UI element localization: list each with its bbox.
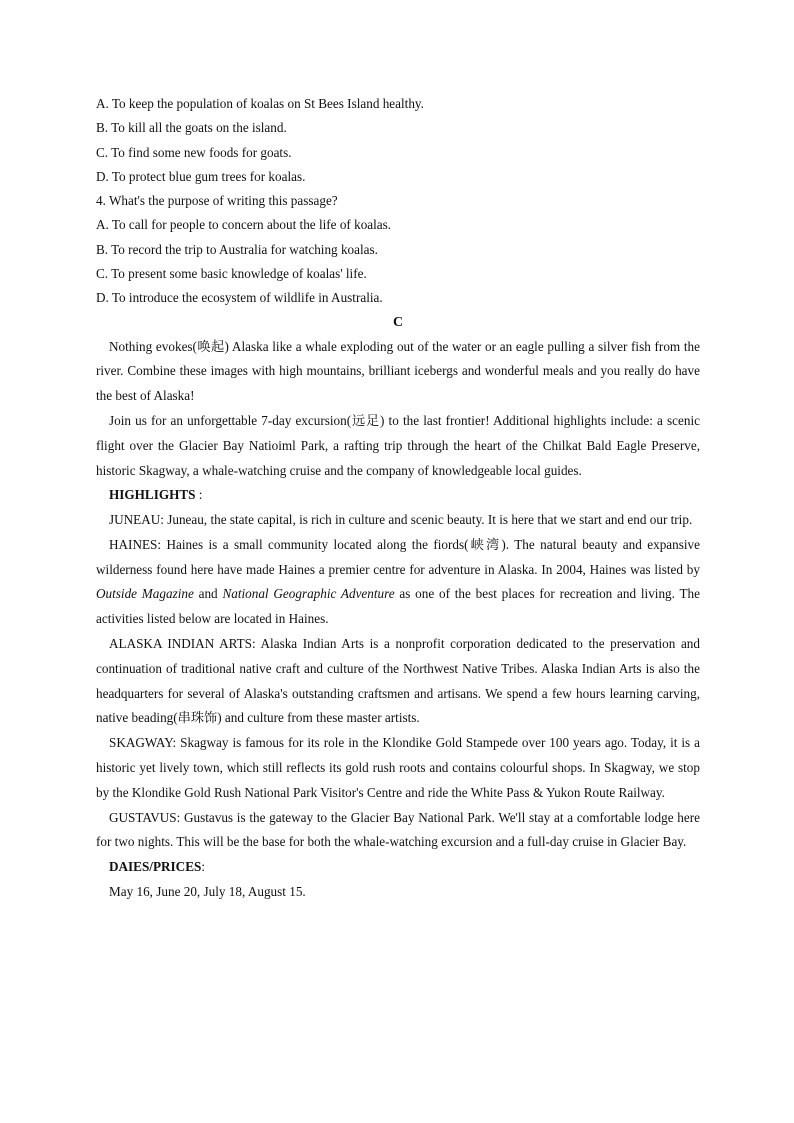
haines-paragraph: [96, 533, 700, 632]
skagway-paragraph: SKAGWAY: Skagway is famous for its role in the Klondike Gold Stampede over 100 years ago. Today, it is a historic yet lively town, which still reflects its gold rush roots and contains colourful shops. In Skagway, we stop by the Klondike Gold Rush National Park Visitor's Centre and ride the White Pass & Yukon Route Railway.: [96, 735, 700, 800]
q3-option-d: D. To protect blue gum trees for koalas.: [96, 168, 306, 184]
dates-heading-text: DAIES/PRICES: [109, 859, 202, 875]
haines-text-c: as one of the best places for recreation and living. The activities listed below are located in Haines.: [96, 586, 700, 627]
haines-text-b: and: [193, 586, 223, 602]
q4-option-d: D. To introduce the ecosystem of wildlife in Australia.: [96, 290, 383, 306]
highlights-heading: [96, 483, 700, 508]
q4-option-a: A. To call for people to concern about the life of koalas.: [96, 217, 392, 233]
q4-option-b: B. To record the trip to Australia for watching koalas.: [96, 241, 378, 257]
outside-magazine: Outside Magazine: [96, 586, 194, 602]
highlights-colon: :: [195, 487, 203, 503]
alaska-indian-arts-paragraph: ALASKA INDIAN ARTS: Alaska Indian Arts is a nonprofit corporation dedicated to the preservation and continuation of traditional native craft and culture of the Northwest Native Tribes. Alaska Indian Arts is also the headquarters for several of Alaska's outstanding craftsmen and artisans. We spend a few hours learning carving, native beading(串珠饰) and culture from these master artists.: [96, 635, 700, 726]
document-page: [96, 92, 700, 904]
gustavus-paragraph: GUSTAVUS: Gustavus is the gateway to the Glacier Bay National Park. We'll stay at a comfortable lodge here for two nights. This will be the base for both the whale-watching excursion and a full-day cruise in Glacier Bay.: [96, 809, 700, 850]
q4-question: 4. What's the purpose of writing this passage?: [96, 193, 338, 209]
section-letter: C: [392, 314, 404, 330]
q3-option-a: A. To keep the population of koalas on St Bees Island healthy.: [96, 96, 424, 111]
dates-colon: :: [201, 859, 206, 875]
q4-option-c: C. To present some basic knowledge of koalas' life.: [96, 266, 367, 282]
dates-heading: [96, 855, 700, 880]
q3-option-c: C. To find some new foods for goats.: [96, 144, 292, 160]
national-geographic-adventure: National Geographic Adventure: [222, 586, 395, 602]
dates-line: May 16, June 20, July 18, August 15.: [109, 883, 306, 899]
q3-option-b: B. To kill all the goats on the island.: [96, 120, 287, 136]
intro-paragraph-2: Join us for an unforgettable 7-day excursion(远足) to the last frontier! Additional highlights include: a scenic flight over the Glacier Bay Natioiml Park, a rafting trip through the heart of the Chilkat Bald Eagle Preserve, historic Skagway, a whale-watching cruise and the company of knowledgeable local guides.: [96, 413, 700, 478]
intro-paragraph-1: Nothing evokes(唤起) Alaska like a whale exploding out of the water or an eagle pulling a silver fish from the river. Combine these images with high mountains, brilliant icebergs and wonderful meals and you really do have the best of Alaska!: [96, 338, 700, 404]
haines-text-a: HAINES: Haines is a small community located along the fiords(峡湾). The natural beauty and expansive wilderness found here have made Haines a premier centre for adventure in Alaska. In 2004, Haines was listed by: [96, 536, 700, 577]
highlights-heading-text: HIGHLIGHTS: [109, 487, 196, 503]
juneau-paragraph: JUNEAU: Juneau, the state capital, is rich in culture and scenic beauty. It is here that we start and end our trip.: [109, 511, 693, 527]
